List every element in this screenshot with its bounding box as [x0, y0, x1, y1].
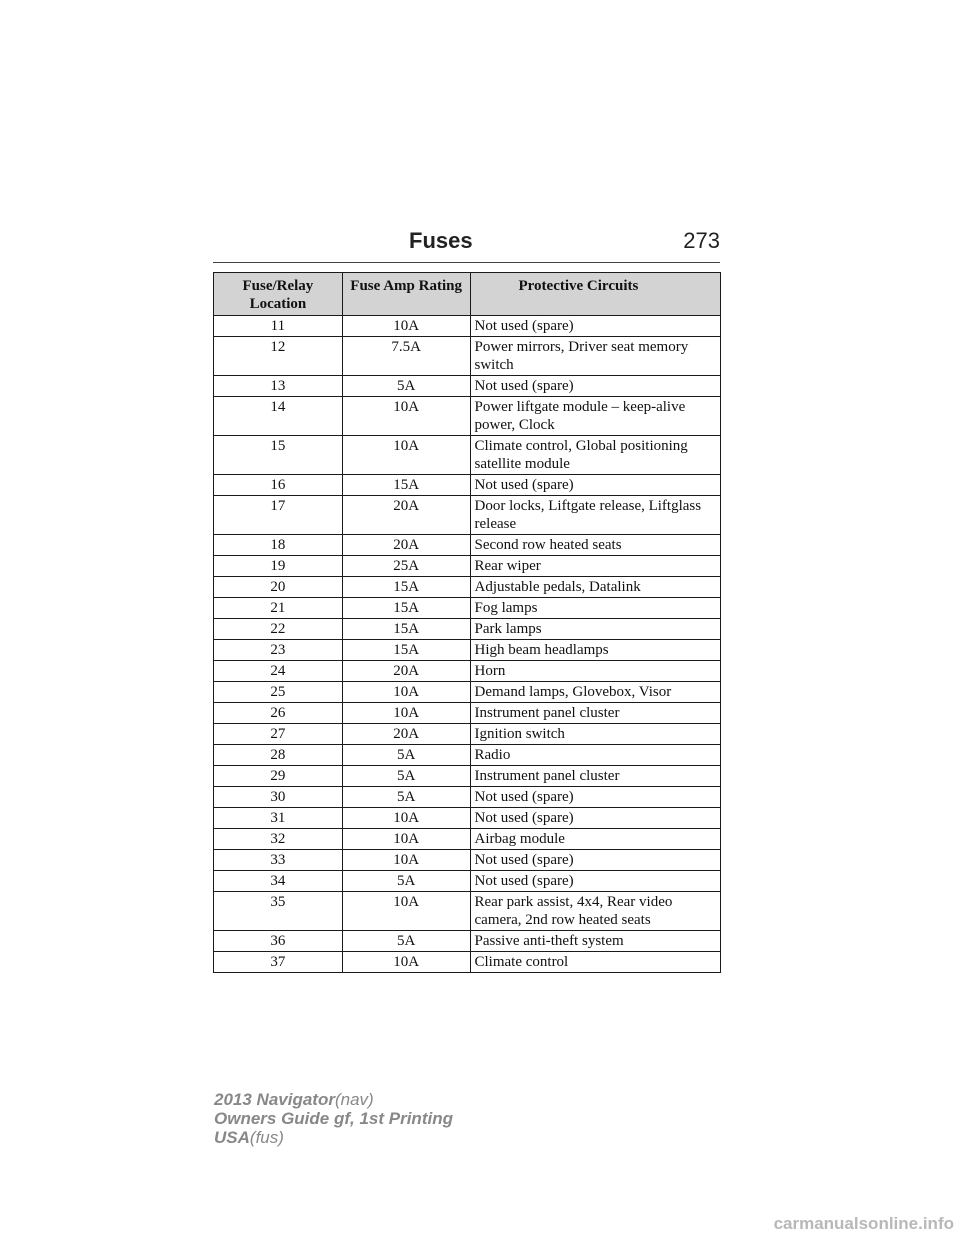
protective-circuits-cell: Power mirrors, Driver seat memory switch: [470, 337, 721, 376]
fuse-table-header: [214, 273, 721, 316]
table-row: [214, 556, 721, 577]
footer-model-code: (nav): [334, 1090, 374, 1109]
footer-market-code: (fus): [249, 1128, 284, 1147]
fuse-amp-cell: 5A: [342, 766, 470, 787]
table-row: [214, 871, 721, 892]
fuse-location-cell: 24: [214, 661, 343, 682]
fuse-amp-cell: 20A: [342, 535, 470, 556]
protective-circuits-cell: Climate control, Global positioning satellite module: [470, 436, 721, 475]
fuse-table: [213, 272, 721, 973]
fuse-amp-cell: 10A: [342, 829, 470, 850]
fuse-table-body: [214, 316, 721, 973]
fuse-amp-cell: 10A: [342, 850, 470, 871]
fuse-amp-cell: 10A: [342, 397, 470, 436]
fuse-location-cell: 12: [214, 337, 343, 376]
fuse-location-cell: 26: [214, 703, 343, 724]
fuse-amp-cell: 5A: [342, 376, 470, 397]
table-row: [214, 397, 721, 436]
table-row: [214, 535, 721, 556]
fuse-location-cell: 25: [214, 682, 343, 703]
fuse-amp-cell: 10A: [342, 316, 470, 337]
table-row: [214, 376, 721, 397]
fuse-location-cell: 18: [214, 535, 343, 556]
fuse-amp-cell: 10A: [342, 682, 470, 703]
fuse-location-cell: 32: [214, 829, 343, 850]
fuse-location-cell: 11: [214, 316, 343, 337]
table-row: [214, 598, 721, 619]
footer: [214, 1090, 453, 1147]
fuse-amp-cell: 20A: [342, 661, 470, 682]
fuse-location-cell: 29: [214, 766, 343, 787]
fuse-location-cell: 19: [214, 556, 343, 577]
protective-circuits-cell: Instrument panel cluster: [470, 703, 721, 724]
fuse-amp-cell: 20A: [342, 496, 470, 535]
fuse-amp-cell: 20A: [342, 724, 470, 745]
protective-circuits-cell: Not used (spare): [470, 316, 721, 337]
fuse-amp-cell: 10A: [342, 892, 470, 931]
table-row: [214, 787, 721, 808]
fuse-location-cell: 35: [214, 892, 343, 931]
protective-circuits-cell: Demand lamps, Glovebox, Visor: [470, 682, 721, 703]
footer-market: USA: [214, 1128, 250, 1147]
protective-circuits-cell: Instrument panel cluster: [470, 766, 721, 787]
fuse-location-cell: 37: [214, 952, 343, 973]
protective-circuits-cell: Power liftgate module – keep-alive power, Clock: [470, 397, 721, 436]
table-row: [214, 766, 721, 787]
table-row: [214, 496, 721, 535]
protective-circuits-cell: Adjustable pedals, Datalink: [470, 577, 721, 598]
table-row: [214, 475, 721, 496]
fuse-location-cell: 27: [214, 724, 343, 745]
fuse-amp-cell: 5A: [342, 787, 470, 808]
fuse-location-cell: 34: [214, 871, 343, 892]
fuse-location-cell: 16: [214, 475, 343, 496]
fuse-amp-cell: 25A: [342, 556, 470, 577]
fuse-location-cell: 23: [214, 640, 343, 661]
fuse-amp-cell: 15A: [342, 577, 470, 598]
fuse-amp-cell: 15A: [342, 619, 470, 640]
protective-circuits-cell: Airbag module: [470, 829, 721, 850]
protective-circuits-cell: Fog lamps: [470, 598, 721, 619]
fuse-amp-cell: 5A: [342, 871, 470, 892]
protective-circuits-cell: Second row heated seats: [470, 535, 721, 556]
fuse-amp-cell: 15A: [342, 598, 470, 619]
fuse-location-cell: 30: [214, 787, 343, 808]
protective-circuits-cell: Not used (spare): [470, 871, 721, 892]
table-row: [214, 337, 721, 376]
fuse-location-cell: 14: [214, 397, 343, 436]
header-amp-rating: Fuse Amp Rating: [342, 273, 470, 316]
header-protective-circuits: Protective Circuits: [470, 273, 721, 316]
table-row: [214, 619, 721, 640]
table-row: [214, 316, 721, 337]
protective-circuits-cell: Door locks, Liftgate release, Liftglass release: [470, 496, 721, 535]
protective-circuits-cell: Radio: [470, 745, 721, 766]
fuse-amp-cell: 10A: [342, 952, 470, 973]
table-row: [214, 952, 721, 973]
protective-circuits-cell: High beam headlamps: [470, 640, 721, 661]
table-row: [214, 745, 721, 766]
fuse-location-cell: 13: [214, 376, 343, 397]
fuse-amp-cell: 10A: [342, 436, 470, 475]
protective-circuits-cell: Not used (spare): [470, 475, 721, 496]
fuse-amp-cell: 15A: [342, 475, 470, 496]
fuse-location-cell: 17: [214, 496, 343, 535]
page-header: [213, 228, 720, 263]
fuse-location-cell: 15: [214, 436, 343, 475]
protective-circuits-cell: Not used (spare): [470, 850, 721, 871]
fuse-location-cell: 20: [214, 577, 343, 598]
footer-model: 2013 Navigator: [214, 1090, 335, 1109]
protective-circuits-cell: Not used (spare): [470, 376, 721, 397]
table-row: [214, 577, 721, 598]
table-row: [214, 682, 721, 703]
table-row: [214, 640, 721, 661]
footer-guide: Owners Guide gf, 1st Printing: [214, 1109, 453, 1128]
fuse-amp-cell: 7.5A: [342, 337, 470, 376]
protective-circuits-cell: Climate control: [470, 952, 721, 973]
page-number: 273: [683, 228, 720, 253]
table-row: [214, 850, 721, 871]
protective-circuits-cell: Ignition switch: [470, 724, 721, 745]
fuse-location-cell: 36: [214, 931, 343, 952]
table-row: [214, 931, 721, 952]
table-row: [214, 703, 721, 724]
fuse-amp-cell: 5A: [342, 745, 470, 766]
table-row: [214, 808, 721, 829]
protective-circuits-cell: Horn: [470, 661, 721, 682]
table-row: [214, 892, 721, 931]
fuse-amp-cell: 10A: [342, 808, 470, 829]
protective-circuits-cell: Not used (spare): [470, 808, 721, 829]
fuse-location-cell: 21: [214, 598, 343, 619]
section-title: Fuses: [409, 228, 473, 253]
table-row: [214, 436, 721, 475]
fuse-amp-cell: 15A: [342, 640, 470, 661]
table-row: [214, 724, 721, 745]
fuse-amp-cell: 5A: [342, 931, 470, 952]
fuse-location-cell: 31: [214, 808, 343, 829]
fuse-amp-cell: 10A: [342, 703, 470, 724]
protective-circuits-cell: Rear wiper: [470, 556, 721, 577]
fuse-location-cell: 22: [214, 619, 343, 640]
watermark: carmanualsonline.info: [773, 1214, 954, 1233]
table-row: [214, 661, 721, 682]
protective-circuits-cell: Park lamps: [470, 619, 721, 640]
header-location: Fuse/Relay Location: [214, 273, 343, 316]
protective-circuits-cell: Rear park assist, 4x4, Rear video camera, 2nd row heated seats: [470, 892, 721, 931]
table-row: [214, 829, 721, 850]
fuse-location-cell: 33: [214, 850, 343, 871]
protective-circuits-cell: Not used (spare): [470, 787, 721, 808]
protective-circuits-cell: Passive anti-theft system: [470, 931, 721, 952]
fuse-location-cell: 28: [214, 745, 343, 766]
